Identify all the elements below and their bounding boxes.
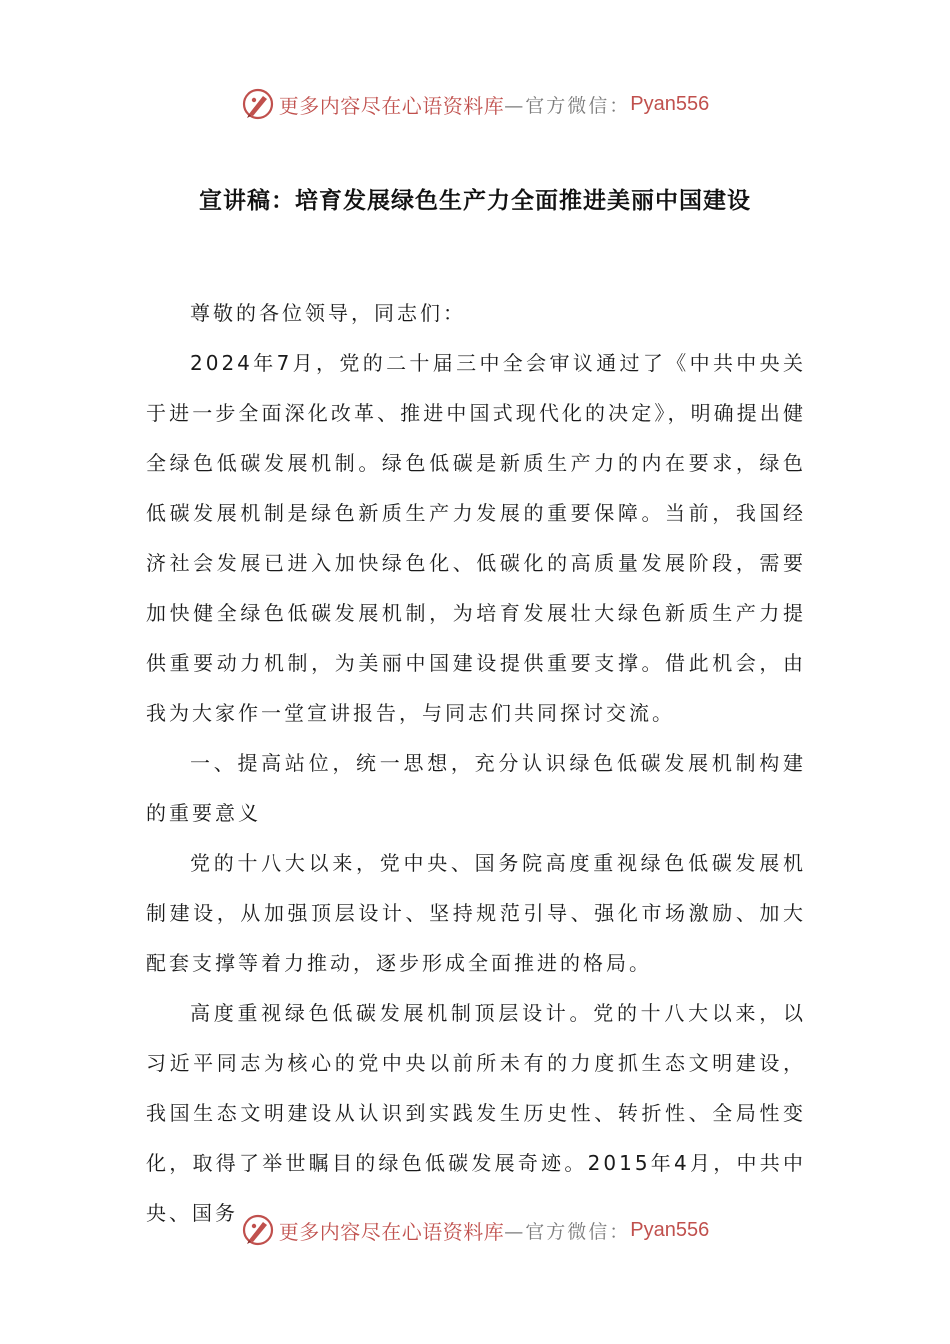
banner-wechat-id: Pyan556: [630, 1218, 710, 1241]
banner-sub-text: —官方微信：: [504, 94, 631, 117]
document-title: 宣讲稿：培育发展绿色生产力全面推进美丽中国建设: [199, 188, 751, 214]
body-paragraph: 高度重视绿色低碳发展机制顶层设计。党的十八大以来，以习近平同志为核心的党中央以前所未有的力度抓生态文明建设，我国生态文明建设从认识到实践发生历史性、转折性、全局性变化，取得了举世瞩目的绿色低碳发展奇迹。2015年4月，中共中央、国务: [146, 1001, 806, 1225]
pen-logo-icon: [241, 87, 275, 121]
banner-sub-text: —官方微信：: [504, 1220, 631, 1243]
body-paragraph: 党的十八大以来，党中央、国务院高度重视绿色低碳发展机制建设，从加强顶层设计、坚持规范引导、强化市场激励、加大配套支撑等着力推动，逐步形成全面推进的格局。: [146, 851, 806, 975]
body-paragraph: 2024年7月，党的二十届三中全会审议通过了《中共中央关于进一步全面深化改革、推进中国式现代化的决定》，明确提出健全绿色低碳发展机制。绿色低碳是新质生产力的内在要求，绿色低碳发展机制是绿色新质生产力发展的重要保障。当前，我国经济社会发展已进入加快绿色化、低碳化的高质量发展阶段，需要加快健全绿色低碳发展机制，为培育发展壮大绿色新质生产力提供重要动力机制，为美丽中国建设提供重要支撑。借此机会，由我为大家作一堂宣讲报告，与同志们共同探讨交流。: [146, 351, 806, 725]
banner-wechat-id: Pyan556: [630, 92, 710, 115]
footer-watermark-banner: [0, 1210, 950, 1250]
pen-logo-icon: [241, 1213, 275, 1247]
banner-main-text: 更多内容尽在心语资料库: [278, 93, 505, 118]
section-heading: 一、提高站位，统一思想，充分认识绿色低碳发展机制构建的重要意义: [146, 751, 806, 825]
header-watermark-banner: [0, 84, 950, 124]
salutation-paragraph: 尊敬的各位领导，同志们：: [190, 301, 466, 325]
document-body: [146, 288, 806, 1238]
banner-main-text: 更多内容尽在心语资料库: [278, 1219, 505, 1244]
